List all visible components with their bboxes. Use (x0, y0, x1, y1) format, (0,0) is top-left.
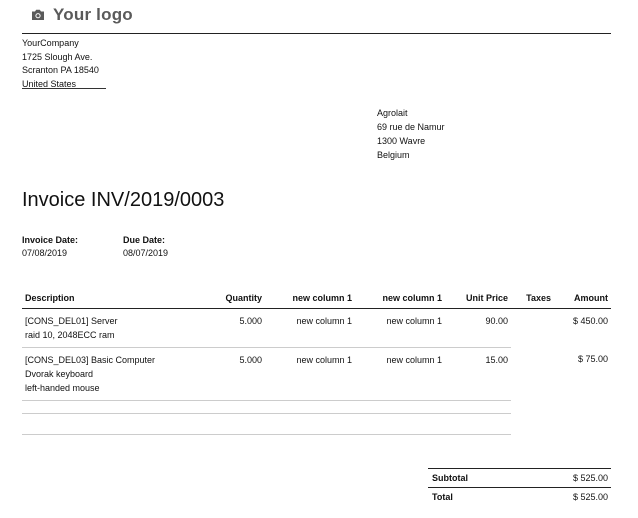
company-address-divider (22, 88, 106, 89)
invoice-date-label: Invoice Date: (22, 235, 79, 245)
line-new-column-1-b: new column 1 (355, 347, 445, 400)
empty-row-divider (22, 413, 511, 414)
col-header-new-column-1: new column 1 (265, 291, 355, 308)
camera-icon (30, 7, 46, 23)
col-header-quantity: Quantity (206, 291, 265, 308)
company-country: United States (22, 78, 77, 89)
totals-table (428, 468, 611, 506)
line-unit-price: 90.00 (445, 308, 511, 347)
total-label: Total (428, 488, 521, 507)
subtotal-value: $ 525.00 (521, 469, 611, 488)
line-quantity: 5.000 (206, 308, 265, 347)
line-new-column-1: new column 1 (265, 347, 355, 400)
customer-street: 69 rue de Namur (377, 122, 445, 132)
line-description (22, 347, 206, 400)
invoice-date-value: 07/08/2019 (22, 248, 68, 258)
line-description-text: [CONS_DEL03] Basic Computer (25, 354, 156, 365)
line-description-text: Dvorak keyboard (25, 368, 94, 379)
table-row (22, 347, 611, 400)
customer-name: Agrolait (377, 108, 408, 118)
line-taxes (511, 308, 554, 347)
line-new-column-1: new column 1 (265, 308, 355, 347)
line-new-column-1-b: new column 1 (355, 308, 445, 347)
due-date-value: 08/07/2019 (123, 248, 169, 258)
due-date-block (123, 234, 168, 260)
col-header-unit-price: Unit Price (445, 291, 511, 308)
line-amount: $ 450.00 (572, 315, 608, 326)
company-street: 1725 Slough Ave. (22, 51, 93, 62)
col-header-taxes: Taxes (511, 291, 554, 308)
logo-text: Your logo (53, 5, 133, 24)
customer-address (377, 106, 445, 162)
subtotal-label: Subtotal (428, 469, 521, 488)
line-amount: $ 75.00 (577, 354, 608, 364)
due-date-label: Due Date: (123, 235, 166, 245)
line-description (22, 308, 206, 347)
subtotal-row (428, 469, 611, 488)
col-header-description: Description (22, 291, 206, 308)
company-logo (30, 5, 133, 25)
col-header-amount: Amount (554, 291, 611, 308)
empty-row-divider (22, 434, 511, 435)
invoice-title: Invoice INV/2019/0003 (22, 189, 225, 211)
company-address (22, 37, 99, 91)
line-taxes (511, 347, 554, 400)
company-city: Scranton PA 18540 (22, 65, 99, 75)
total-value: $ 525.00 (521, 488, 611, 507)
line-description-text: left-handed mouse (25, 382, 100, 393)
line-description-text: raid 10, 2048ECC ram (25, 329, 115, 340)
total-row (428, 488, 611, 507)
col-header-new-column-1-b: new column 1 (355, 291, 445, 308)
invoice-lines-table (22, 291, 611, 401)
company-name: YourCompany (22, 38, 79, 48)
customer-city: 1300 Wavre (377, 136, 426, 146)
customer-country: Belgium (377, 150, 410, 160)
line-quantity: 5.000 (206, 347, 265, 400)
table-row (22, 308, 611, 347)
line-description-text: [CONS_DEL01] Server (25, 315, 118, 326)
invoice-date-block (22, 234, 78, 260)
header-divider (22, 33, 611, 34)
line-unit-price: 15.00 (445, 347, 511, 400)
table-header-row (22, 291, 611, 308)
